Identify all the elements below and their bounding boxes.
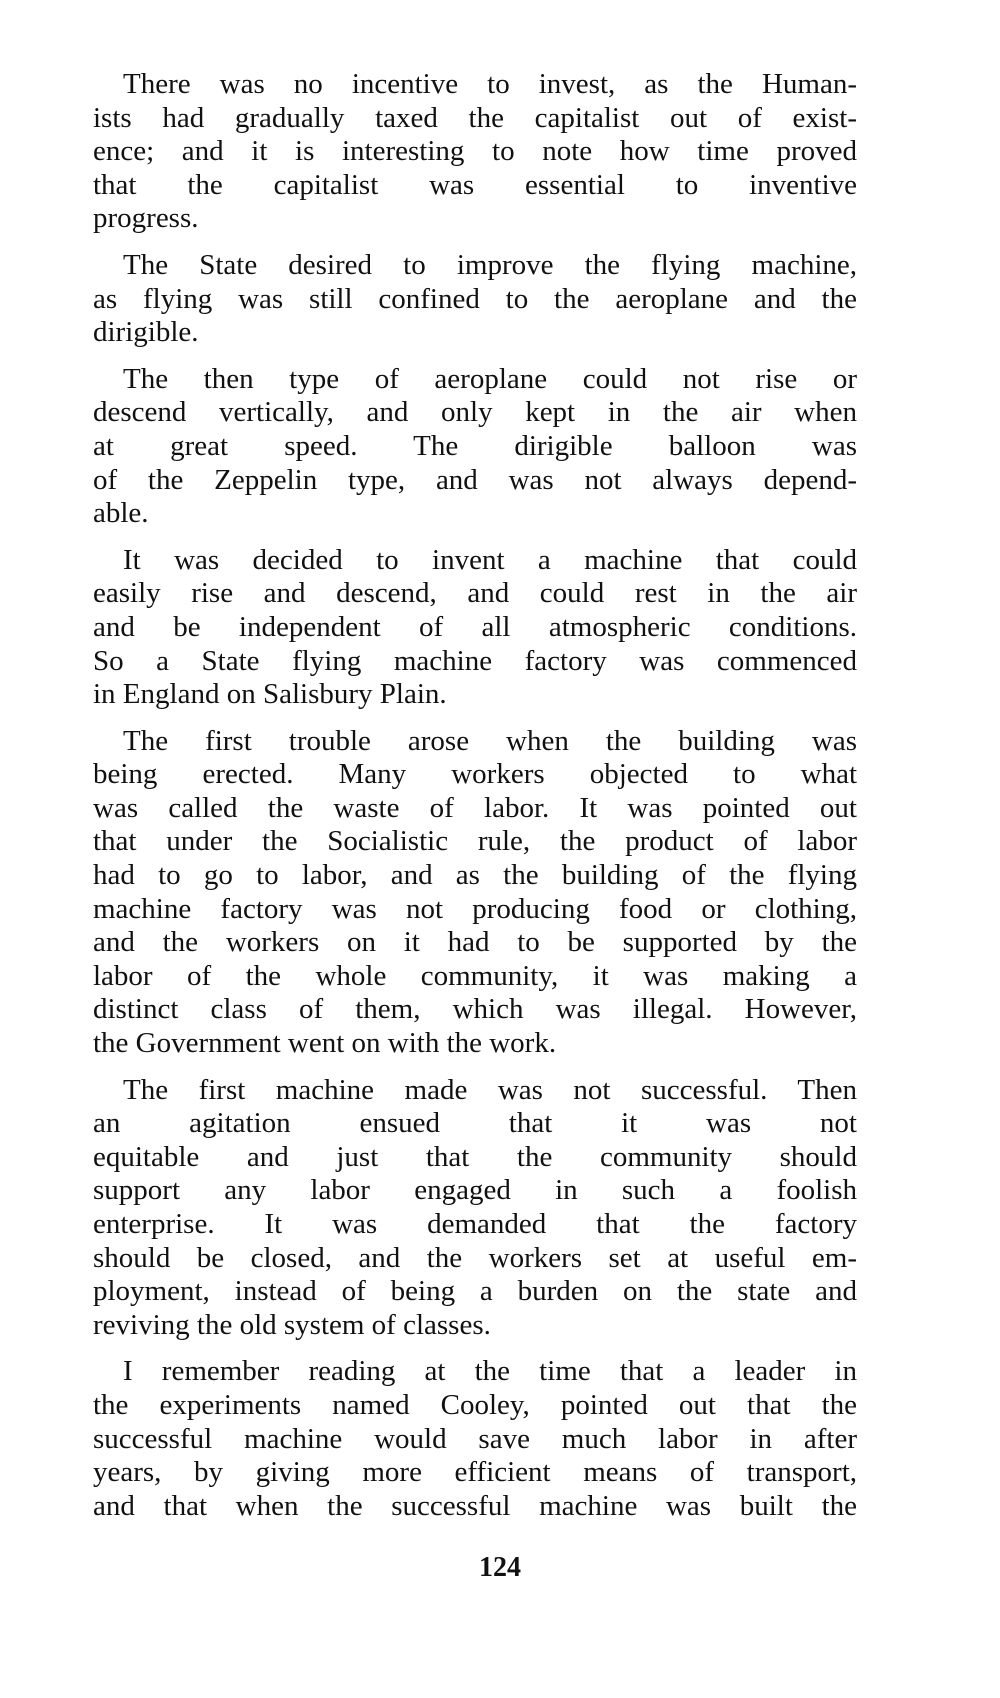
text-line: It was decided to invent a machine that could (123, 543, 857, 576)
text-line: should be closed, and the workers set at useful em- (93, 1241, 857, 1274)
text-line: ployment, instead of being a burden on the state and (93, 1275, 857, 1308)
text-line: in England on Salisbury Plain. (93, 678, 447, 711)
text-line: machine factory was not producing food or clothing, (93, 892, 857, 925)
text-line: and that when the successful machine was built the (93, 1489, 857, 1522)
text-line: the Government went on with the work. (93, 1027, 557, 1060)
text-line: descend vertically, and only kept in the air when (93, 396, 857, 429)
text-line: that the capitalist was essential to inventive (93, 168, 857, 201)
text-line: There was no incentive to invest, as the Human- (123, 68, 857, 100)
text-line: had to go to labor, and as the building of the flying (93, 859, 857, 892)
text-line: enterprise. It was demanded that the factory (93, 1208, 857, 1240)
text-line: The then type of aeroplane could not rise or (123, 362, 857, 395)
paragraph (93, 363, 857, 531)
text-line: an agitation ensued that it was not (93, 1107, 857, 1140)
text-line: The first machine made was not successful. Then (123, 1073, 857, 1106)
text-line: ence; and it is interesting to note how time proved (93, 135, 857, 168)
text-line: and be independent of all atmospheric conditions. (93, 610, 857, 643)
text-line: and the workers on it had to be supported by the (93, 926, 857, 959)
text-line: that under the Socialistic rule, the product of labor (93, 825, 857, 858)
paragraph (93, 1355, 857, 1523)
text-line: The first trouble arose when the building was (123, 724, 857, 757)
text-line: easily rise and descend, and could rest in the air (93, 577, 857, 610)
text-line: The State desired to improve the flying machine, (123, 248, 857, 281)
paragraph (93, 68, 857, 236)
text-line: years, by giving more efficient means of transport, (93, 1456, 857, 1489)
text-line: able. (93, 497, 149, 530)
text-line: I remember reading at the time that a leader in (123, 1355, 857, 1388)
text-line: successful machine would save much labor in after (93, 1422, 857, 1455)
text-line: being erected. Many workers objected to what (93, 758, 857, 791)
text-line: progress. (93, 202, 199, 235)
text-line: reviving the old system of classes. (93, 1308, 491, 1341)
text-line: was called the waste of labor. It was pointed out (93, 791, 857, 824)
paragraph (93, 725, 857, 1061)
text-line: dirigible. (93, 316, 199, 349)
text-line: at great speed. The dirigible balloon was (93, 429, 857, 462)
page-body (93, 68, 857, 1536)
text-line: support any labor engaged in such a foolish (93, 1174, 857, 1207)
paragraph (93, 249, 857, 350)
text-line: as flying was still confined to the aeroplane and the (93, 282, 857, 315)
text-line: So a State flying machine factory was commenced (93, 644, 857, 677)
text-line: labor of the whole community, it was making a (93, 959, 857, 992)
paragraph (93, 544, 857, 712)
text-line: of the Zeppelin type, and was not always depend- (93, 463, 857, 496)
paragraph (93, 1074, 857, 1343)
text-line: equitable and just that the community should (93, 1140, 857, 1173)
page-number: 124 (479, 1552, 521, 1583)
text-line: ists had gradually taxed the capitalist out of exist- (93, 101, 857, 134)
text-line: distinct class of them, which was illegal. However, (93, 993, 857, 1026)
text-line: the experiments named Cooley, pointed out that the (93, 1388, 857, 1421)
